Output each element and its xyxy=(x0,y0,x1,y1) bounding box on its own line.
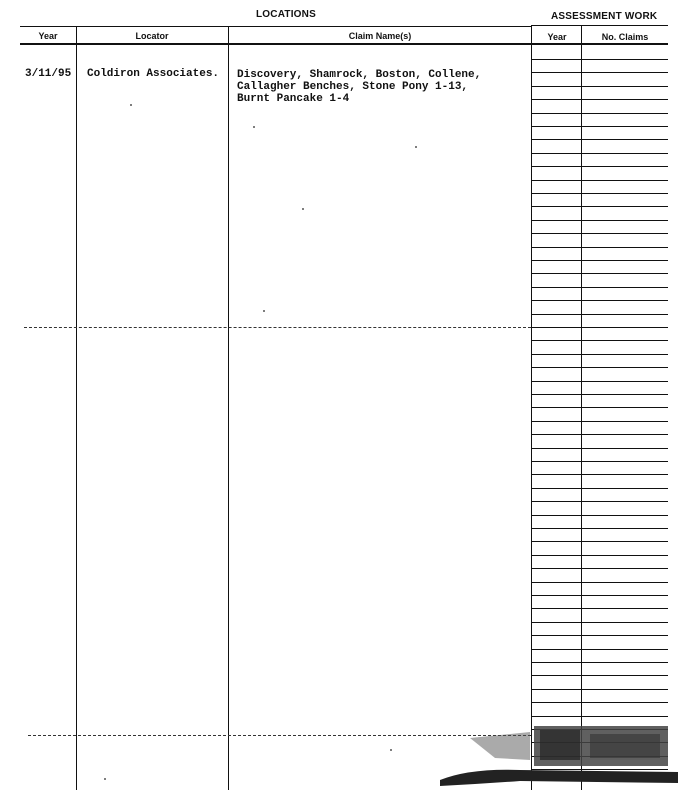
entry-claim-line-3: Burnt Pancake 1-4 xyxy=(237,93,350,105)
locations-section-title: LOCATIONS xyxy=(256,9,316,20)
assessment-year-column-header: Year xyxy=(547,32,567,42)
year-column-header: Year xyxy=(38,31,58,41)
speck xyxy=(130,104,132,106)
entry-locator: Coldiron Associates. xyxy=(87,68,220,80)
speck xyxy=(253,126,255,128)
no-claims-column-header: No. Claims xyxy=(601,32,649,42)
speck xyxy=(104,778,106,780)
speck xyxy=(302,208,304,210)
entry-claim-line-1: Discovery, Shamrock, Boston, Collene, xyxy=(237,69,482,81)
locator-column-header: Locator xyxy=(135,31,169,41)
speck xyxy=(390,749,392,751)
entry-year: 3/11/95 xyxy=(25,68,72,80)
claim-names-column-header: Claim Name(s) xyxy=(348,31,412,41)
entry-claim-line-2: Callagher Benches, Stone Pony 1-13, xyxy=(237,81,469,93)
assessment-work-section-title: ASSESSMENT WORK xyxy=(551,11,658,22)
speck xyxy=(415,146,417,148)
speck xyxy=(263,310,265,312)
